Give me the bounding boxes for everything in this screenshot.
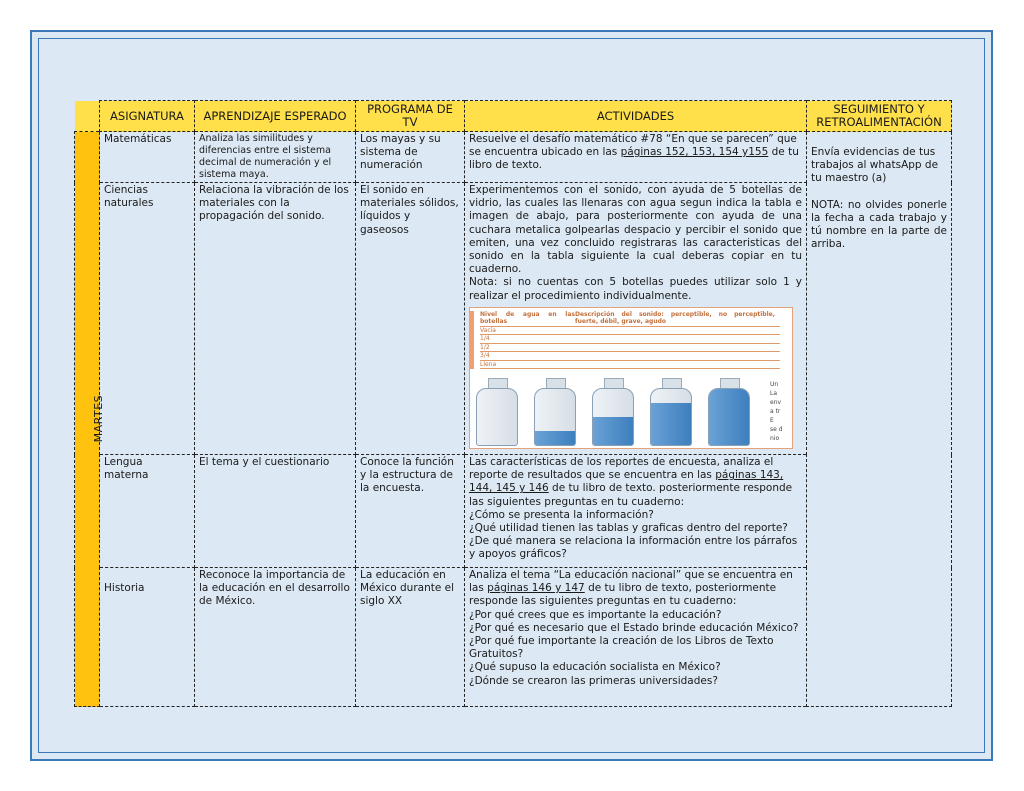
subject-cell: Matemáticas xyxy=(100,132,195,183)
bottle-body xyxy=(708,388,750,446)
activity-cell xyxy=(465,455,807,568)
subject-cell: Ciencias naturales xyxy=(100,183,195,455)
figure-side-text-line: La xyxy=(770,389,778,397)
figure-side-text-line: nio xyxy=(770,434,780,442)
table-row xyxy=(75,132,952,183)
pages-reference: páginas 146 y 147 xyxy=(487,582,585,595)
bottle-icon xyxy=(592,378,634,446)
activity-cell xyxy=(465,183,807,455)
figure-side-text xyxy=(770,380,783,443)
program-cell: Los mayas y su sistema de numeración xyxy=(356,132,465,183)
figure-accent-bar xyxy=(470,311,474,369)
subject-cell: Lengua materna xyxy=(100,455,195,568)
figure-row: 1/4 xyxy=(480,335,780,344)
bottle-icon xyxy=(650,378,692,446)
activity-text: Experimentemos con el sonido, con ayuda de 5 botellas de vidrio, las cuales las llenaras con agua segun indica la tabla e imagen de abajo, para posteriormente con ayuda de una cuchara metalica golpearlas despacio y percibir el sonido que emiten, una vez concluido registraras las caracteristicas del sonido en la tabla siguiente la cual deberas copiar en tu cuaderno. xyxy=(469,184,802,276)
pages-reference: páginas 143, 144, 145 y 146 xyxy=(469,469,784,495)
pages-reference: páginas 152, 153, 154 y155 xyxy=(620,146,769,159)
activity-cell xyxy=(465,568,807,707)
activity-text: Las características de los reportes de encuesta, analiza el reporte de resultados que se encuentra en las xyxy=(469,456,774,482)
header-learning: APRENDIZAJE ESPERADO xyxy=(195,101,356,132)
bottle-body xyxy=(650,388,692,446)
activity-cell xyxy=(465,132,807,183)
header-activities: ACTIVIDADES xyxy=(465,101,807,132)
figure-row: 3/4 xyxy=(480,352,780,361)
figure-table-header xyxy=(480,311,780,327)
bottle-water-level xyxy=(651,403,691,445)
figure-side-text-line: E xyxy=(770,416,774,424)
learning-cell: El tema y el cuestionario xyxy=(195,455,356,568)
question: ¿Dónde se crearon las primeras universidades? xyxy=(469,674,718,687)
question: ¿Qué supuso la educación socialista en México? xyxy=(469,661,721,674)
header-row xyxy=(75,101,952,132)
bottle-water-level xyxy=(709,389,749,445)
followup-cell xyxy=(807,132,952,707)
figure-table xyxy=(480,311,780,370)
day-label: MARTES xyxy=(92,394,106,443)
activity-text: de tu libro de texto. xyxy=(469,146,799,172)
bottle-icon xyxy=(476,378,518,446)
header-program: PROGRAMA DE TV xyxy=(356,101,465,132)
day-cell xyxy=(75,132,106,707)
figure-side-text-line: se d xyxy=(770,425,783,433)
subject-cell: Historia xyxy=(100,568,195,707)
header-followup: SEGUIMIENTO Y RETROALIMENTACIÓN xyxy=(807,101,952,132)
figure-side-text-line: a tr xyxy=(770,407,781,415)
learning-cell: Reconoce la importancia de la educación en el desarrollo de México. xyxy=(195,568,356,707)
figure-col1-label: Nivel de agua en las botellas xyxy=(480,310,575,325)
bottles-row xyxy=(476,378,766,446)
lesson-plan-table xyxy=(74,100,952,707)
figure-row: 1/2 xyxy=(480,344,780,353)
question: ¿De qué manera se relaciona la información entre los párrafos y apoyos gráficos? xyxy=(469,535,798,561)
bottle-body xyxy=(534,388,576,446)
activity-note: Nota: si no cuentas con 5 botellas puedes utilizar solo 1 y realizar el procedimiento individualmente. xyxy=(469,276,802,302)
bottle-icon xyxy=(534,378,576,446)
activity-text: Resuelve el desafío matemático #78 “En que se parecen” que se encuentra ubicado en las xyxy=(469,133,797,159)
bottle-water-level xyxy=(593,417,633,445)
activity-text: de tu libro de texto, posteriormente responde las siguientes preguntas en tu cuaderno: xyxy=(469,582,777,608)
figure-row: Llena xyxy=(480,361,780,370)
learning-cell: Analiza las similitudes y diferencias entre el sistema decimal de numeración y el sistema maya. xyxy=(195,132,356,183)
bottle-icon xyxy=(708,378,750,446)
program-cell: Conoce la función y la estructura de la encuesta. xyxy=(356,455,465,568)
bottle-body xyxy=(592,388,634,446)
program-cell: El sonido en materiales sólidos, líquidos y gaseosos xyxy=(356,183,465,455)
bottle-body xyxy=(476,388,518,446)
activity-text: Analiza el tema “La educación nacional” que se encuentra en las xyxy=(469,569,793,595)
header-blank xyxy=(75,101,100,132)
figure-side-text-line: env xyxy=(770,398,782,406)
question: ¿Qué utilidad tienen las tablas y graficas dentro del reporte? xyxy=(469,522,788,535)
followup-instructions: Envía evidencias de tus trabajos al whatsApp de tu maestro (a) xyxy=(811,146,939,185)
question: ¿Por qué fue importante la creación de los Libros de Texto Gratuitos? xyxy=(469,635,774,661)
figure-row: Vacía xyxy=(480,327,780,336)
figure-col2-label: Descripción del sonido: perceptible, no perceptible, fuerte, débil, grave, agudo xyxy=(575,310,775,325)
question: ¿Por qué es necesario que el Estado brinde educación México? xyxy=(469,621,799,634)
program-cell: La educación en México durante el siglo XX xyxy=(356,568,465,707)
question: ¿Cómo se presenta la información? xyxy=(469,508,654,521)
learning-cell: Relaciona la vibración de los materiales con la propagación del sonido. xyxy=(195,183,356,455)
figure-side-text-line: Un xyxy=(770,380,779,388)
question: ¿Por qué crees que es importante la educación? xyxy=(469,608,722,621)
bottles-figure xyxy=(469,307,793,449)
activity-text: de tu libro de texto. posteriormente responde las siguientes preguntas en tu cuaderno: xyxy=(469,482,793,508)
header-subject: ASIGNATURA xyxy=(100,101,195,132)
followup-note: NOTA: no olvides ponerle la fecha a cada trabajo y tú nombre en la parte de arriba. xyxy=(811,198,947,251)
bottle-water-level xyxy=(535,431,575,445)
